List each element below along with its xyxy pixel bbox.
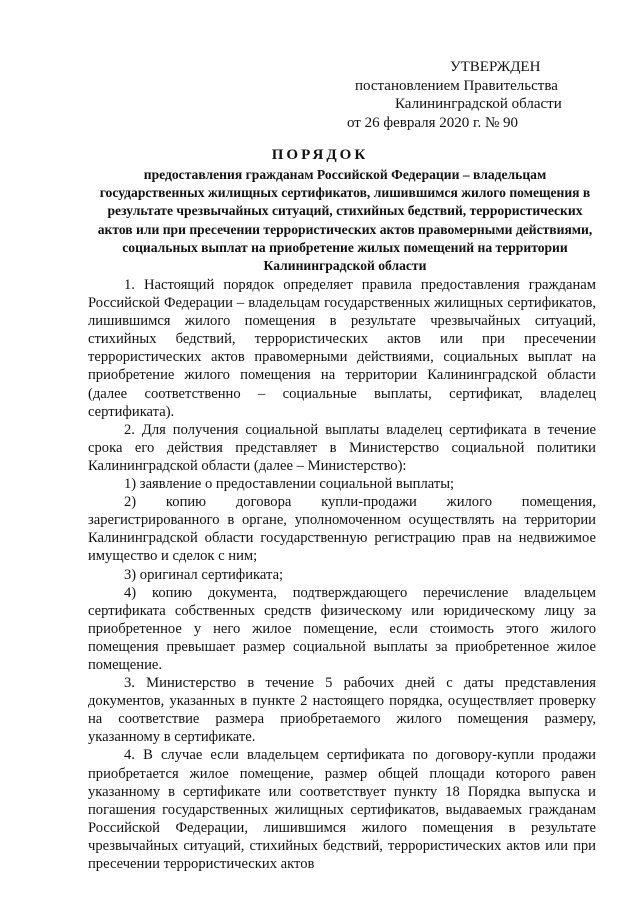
approval-line-1: постановлением Правительства <box>355 77 558 94</box>
paragraph-3: 3. Министерство в течение 5 рабочих дней с даты представления документов, указанных в пункте 2 настоящего порядка, осуществляет проверку на соответствие размера приобретаемого жилого помещения размеру, указанному в сертификате. <box>88 675 596 746</box>
approval-block <box>347 58 615 132</box>
approval-title: УТВЕРЖДЕН <box>450 59 541 75</box>
list-item-4: 4) копию документа, подтверждающего перечисление владельцем сертификата собственных средств физическому или юридическому лицу за приобретенное у него жилое помещение, если стоимость этого жилого помещения превышает размер социальной выплаты за приобретенное жилое помещение. <box>88 584 596 673</box>
list-item-2: 2) копию договора купли-продажи жилого помещения, зарегистрированного в органе, уполномоченном осуществлять на территории Калининградской области государственную регистрацию прав на недвижимое имущество и сделок с ним; <box>88 494 596 565</box>
list-item-1: 1) заявление о предоставлении социальной выплаты; <box>124 476 455 493</box>
paragraph-2: 2. Для получения социальной выплаты владелец сертификата в течение срока его действия представляет в Министерство социальной политики Калининградской области (далее – Министерство): <box>88 421 596 474</box>
paragraph-4: 4. В случае если владельцем сертификата по договору-купли продажи приобретается жилое помещение, размер общей площади которого равен указанному в сертификате или соответствует пункту 18 Порядка выпуска и погашения государственных жилищных сертификатов, выдаваемых гражданам Российской Федерации, лишившимся жилого помещения в результате чрезвычайных ситуаций, стихийных бедствий, террористических актов или при пресечении террористических актов <box>88 747 596 872</box>
document-body <box>88 276 596 873</box>
document-subtitle: предоставления гражданам Российской Федерации – владельцам государственных жилищных сертификатов, лишившимся жилого помещения в результате чрезвычайных ситуаций, стихийных бедствий, террористических актов или при пресечении террористических актов правомерными действиями, социальных выплат на приобретение жилых помещений на территории Калининградской области <box>97 167 593 274</box>
paragraph-1: 1. Настоящий порядок определяет правила предоставления гражданам Российской Федерации – владельцам государственных жилищных сертификатов, лишившимся жилого помещения в результате чрезвычайных ситуаций, стихийных бедствий, террористических актов или при пресечении террористических актов правомерными действиями, социальных выплат на приобретение жилого помещения на территории Калининградской области (далее соответственно – социальные выплаты, сертификат, владелец сертификата). <box>88 277 596 420</box>
approval-line-3: от 26 февраля 2020 г. № 90 <box>347 114 519 131</box>
document-title: ПОРЯДОК <box>271 147 369 163</box>
list-item-3: 3) оригинал сертификата; <box>124 566 284 583</box>
approval-line-2: Калининградской области <box>395 96 562 112</box>
